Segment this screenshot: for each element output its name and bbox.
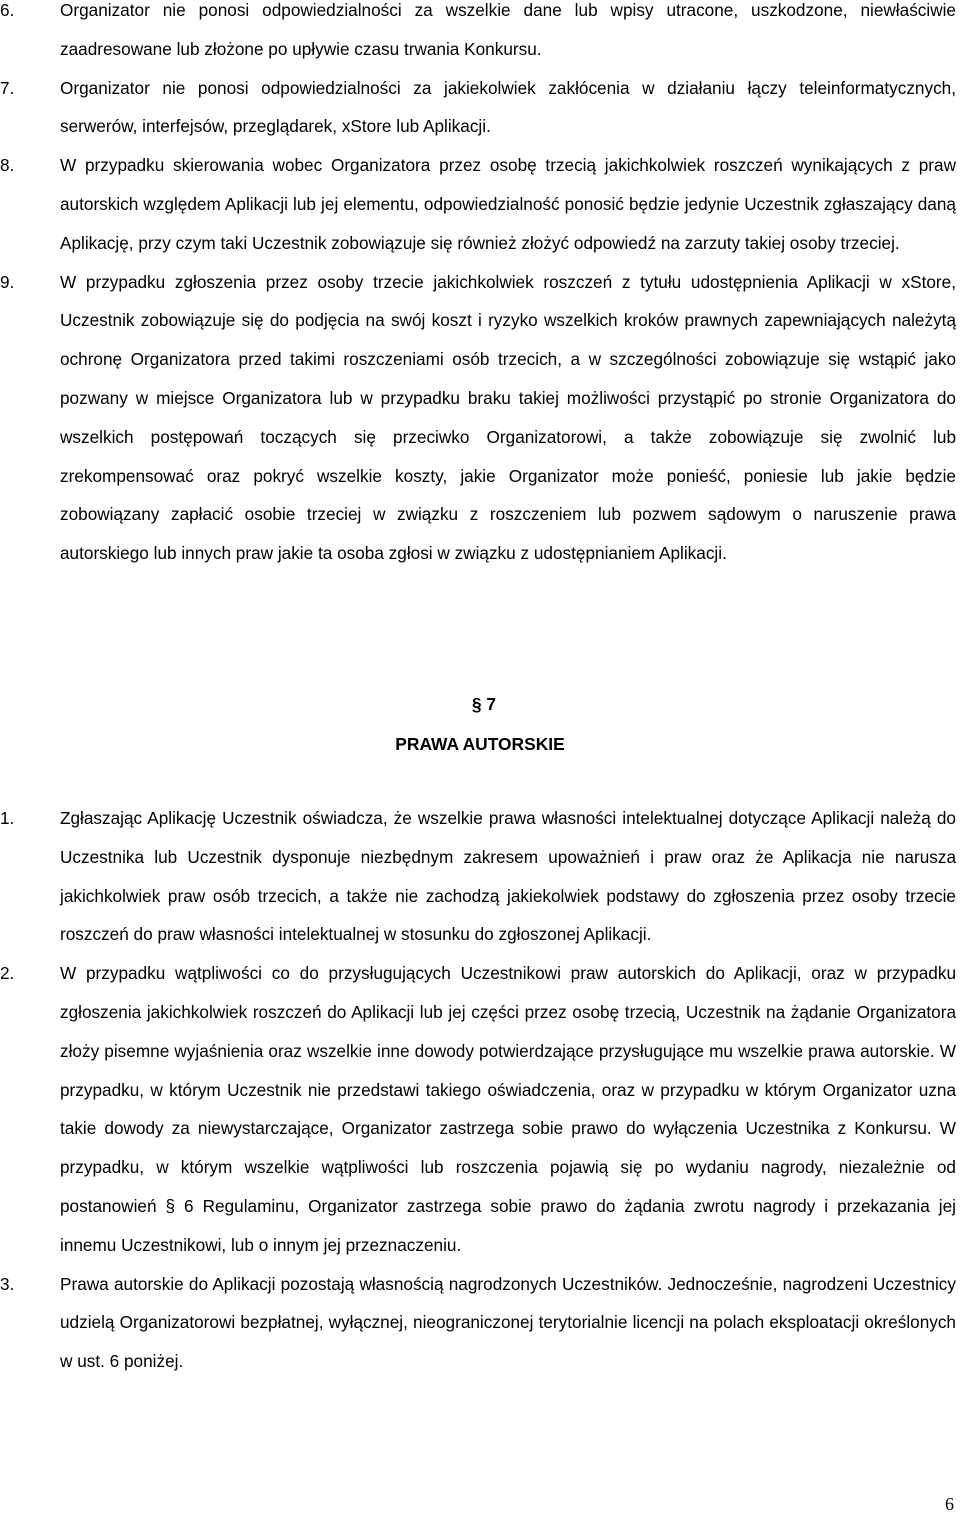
numbered-list-copyright [0,799,960,1381]
list-item [0,799,960,954]
list-item-text: Zgłaszając Aplikację Uczestnik oświadcza, że wszelkie prawa własności intelektualnej dotyczące Aplikacji należą do Uczestnika lub Uczestnik dysponuje niezbędnym zakresem upoważnień i praw oraz że Aplikacja nie narusza jakichkolwiek praw osób trzecich, a także nie zachodzą jakiekolwiek podstawy do zgłoszenia przez osoby trzecie roszczeń do praw własności intelektualnej w stosunku do zgłoszonej Aplikacji. [60,808,956,945]
list-item-text: Prawa autorskie do Aplikacji pozostają własnością nagrodzonych Uczestników. Jednocześnie, nagrodzeni Uczestnicy udzielą Organizatorowi bezpłatnej, wyłącznej, nieograniczonej terytorialnie licencji na polach eksploatacji określonych w ust. 6 poniżej. [60,1273,956,1372]
list-item [0,263,960,573]
list-item [0,0,960,69]
page-number: 6 [945,1494,954,1514]
list-item [0,69,960,147]
numbered-list-liability [0,0,960,573]
list-item-text: W przypadku wątpliwości co do przysługujących Uczestnikowi praw autorskich do Aplikacji, oraz w przypadku zgłoszenia jakichkolwiek roszczeń do Aplikacji lub jej części przez osobę trzecią, Uczestnik na żądanie Organizatora złoży pisemne wyjaśnienia oraz wszelkie inne dowody potwierdzające przysługujące mu wszelkie prawa autorskie. W przypadku, w którym Uczestnik nie przedstawi takiego oświadczenia, oraz w przypadku w którym Organizator uzna takie dowody za niewystarczające, Organizator zastrzega sobie prawo do wyłączenia Uczestnika z Konkursu. W przypadku, w którym wszelkie wątpliwości lub roszczenia pojawią się po wydaniu nagrody, niezależnie od postanowień § 6 Regulaminu, Organizator zastrzega sobie prawo do żądania zwrotu nagrody i przekazania jej innemu Uczestnikowi, lub o innym jej przeznaczeniu. [60,963,956,1255]
list-item-number: 7. [0,77,15,98]
list-item [0,1265,960,1381]
list-item-number: 9. [0,271,15,292]
list-item [0,146,960,262]
list-item-text: W przypadku zgłoszenia przez osoby trzecie jakichkolwiek roszczeń z tytułu udostępnienia Aplikacji w xStore, Uczestnik zobowiązuje się do podjęcia na swój koszt i ryzyko wszelkich kroków prawnych zapewniających należytą ochronę Organizatora przed takimi roszczeniami osób trzecich, a w szczególności zobowiązuje się wstąpić jako pozwany w miejsce Organizatora lub w przypadku braku takiej możliwości przystąpić po stronie Organizatora do wszelkich postępowań toczących się przeciwko Organizatorowi, a także zobowiązuje się zwolnić lub zrekompensować oraz pokryć wszelkie koszty, jakie Organizator może ponieść, poniesie lub jakie będzie zobowiązany zapłacić osobie trzeciej w związku z roszczeniem lub pozwem sądowym o naruszenie prawa autorskiego lub innych praw jakie ta osoba zgłosi w związku z udostępnianiem Aplikacji. [60,271,956,564]
list-item-text: Organizator nie ponosi odpowiedzialności za jakiekolwiek zakłócenia w działaniu łączy teleinformatycznych, serwerów, interfejsów, przeglądarek, xStore lub Aplikacji. [60,77,956,137]
list-item-number: 8. [0,155,15,176]
list-item-text: Organizator nie ponosi odpowiedzialności za wszelkie dane lub wpisy utracone, uszkodzone, niewłaściwie zaadresowane lub złożone po upływie czasu trwania Konkursu. [60,0,956,59]
list-item [0,954,960,1264]
list-item-number: 1. [0,808,15,828]
section-title: PRAWA AUTORSKIE [395,734,565,754]
section-number: § 7 [471,694,497,714]
list-item-number: 3. [0,1273,15,1294]
list-item-number: 6. [0,0,15,20]
list-item-number: 2. [0,963,15,984]
list-item-text: W przypadku skierowania wobec Organizatora przez osobę trzecią jakichkolwiek roszczeń wynikających z praw autorskich względem Aplikacji lub jej elementu, odpowiedzialność ponosić będzie jedynie Uczestnik zgłaszający daną Aplikację, przy czym taki Uczestnik zobowiązuje się również złożyć odpowiedź na zarzuty takiej osoby trzeciej. [60,155,956,253]
